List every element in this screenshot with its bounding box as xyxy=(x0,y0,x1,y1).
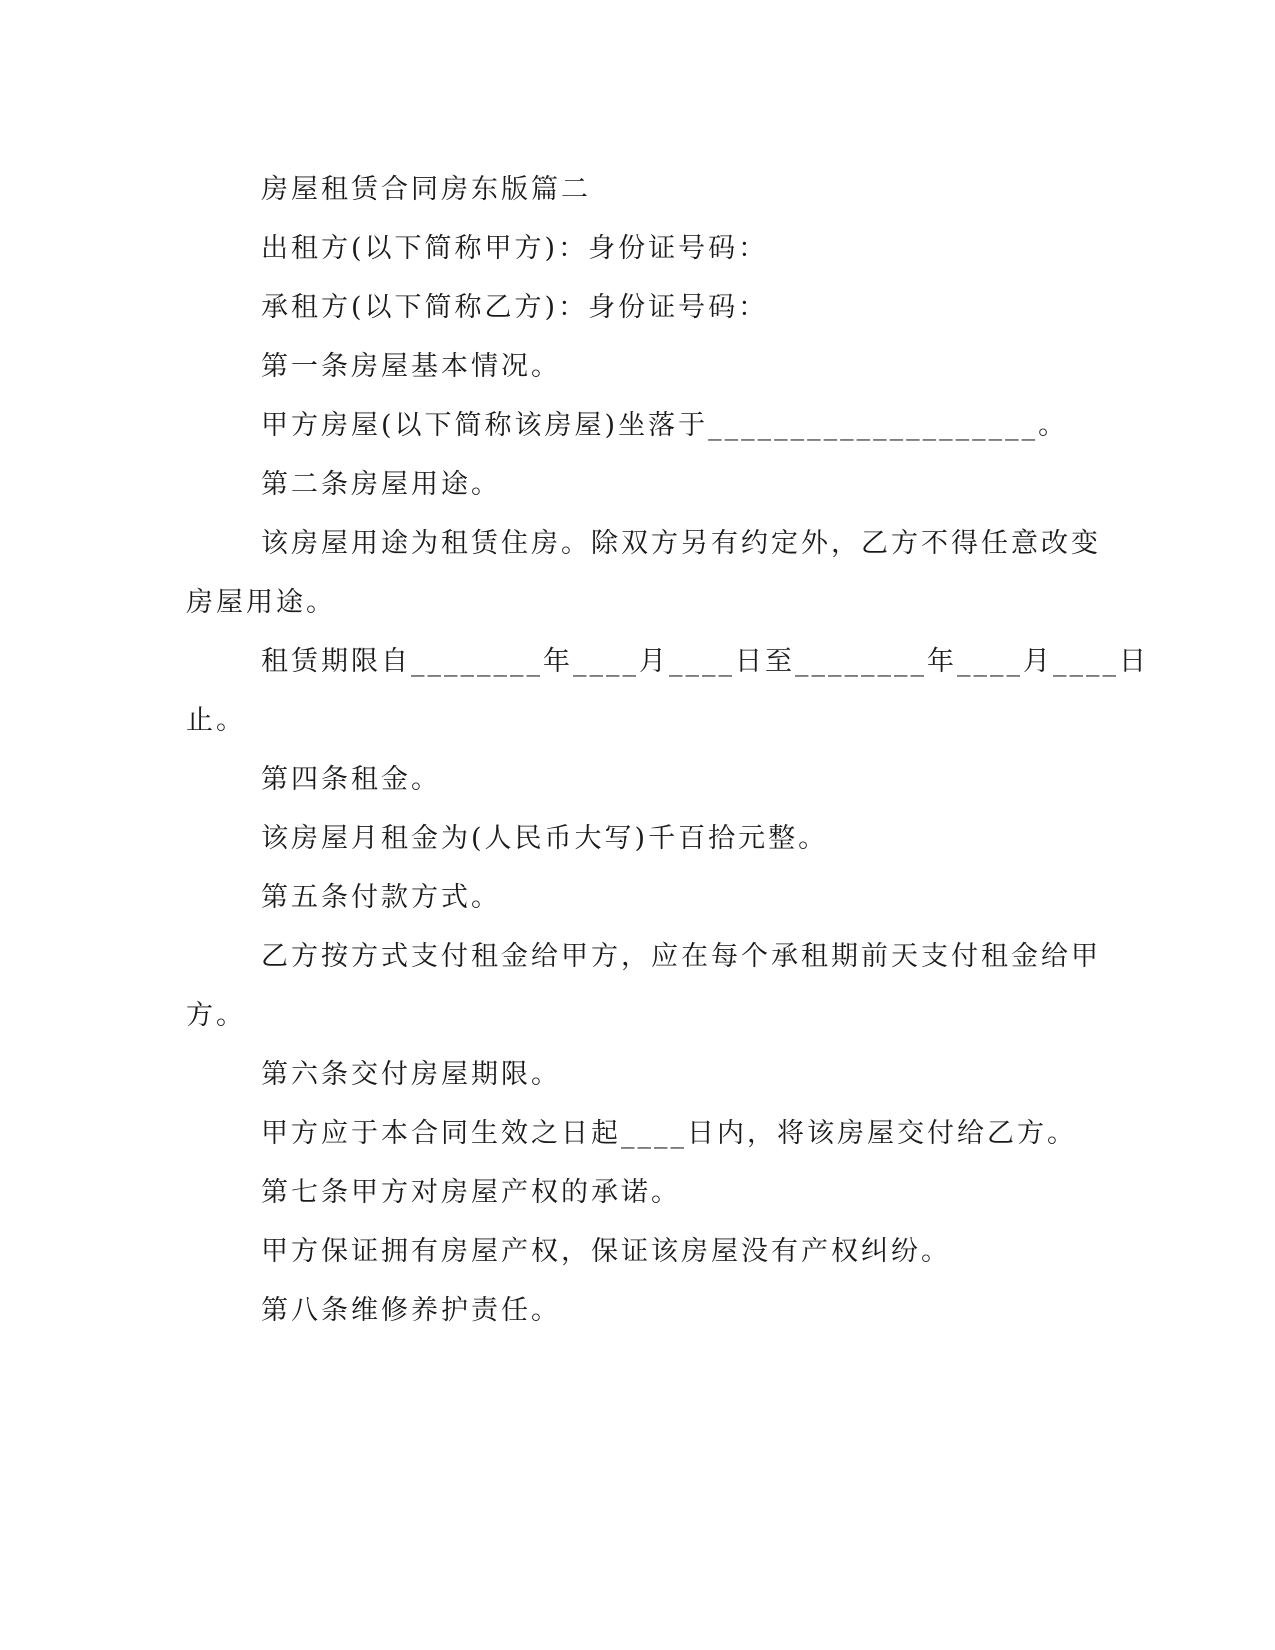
article-8-heading: 第八条维修养护责任。 xyxy=(261,1295,561,1326)
lease-term-line-continued: 止。 xyxy=(186,705,246,736)
ownership-line: 甲方保证拥有房屋产权，保证该房屋没有产权纠纷。 xyxy=(261,1236,951,1267)
article-1-heading: 第一条房屋基本情况。 xyxy=(261,351,561,382)
article-4-heading: 第四条租金。 xyxy=(261,764,441,795)
lessor-line: 出租方(以下简称甲方)：身份证号码： xyxy=(261,233,769,264)
lessee-line: 承租方(以下简称乙方)：身份证号码： xyxy=(261,292,769,323)
article-5-heading: 第五条付款方式。 xyxy=(261,882,501,913)
article-6-heading: 第六条交付房屋期限。 xyxy=(261,1059,561,1090)
rent-amount-line: 该房屋月租金为(人民币大写)千百拾元整。 xyxy=(261,823,829,854)
payment-line: 乙方按方式支付租金给甲方，应在每个承租期前天支付租金给甲 xyxy=(261,941,1101,972)
lease-term-line: 租赁期限自________年____月____日至________年____月____日 xyxy=(261,646,1149,677)
document-title: 房屋租赁合同房东版篇二 xyxy=(261,174,591,205)
usage-line-continued: 房屋用途。 xyxy=(186,587,336,618)
usage-line: 该房屋用途为租赁住房。除双方另有约定外，乙方不得任意改变 xyxy=(261,528,1101,559)
delivery-line: 甲方应于本合同生效之日起____日内，将该房屋交付给乙方。 xyxy=(261,1118,1077,1149)
article-2-heading: 第二条房屋用途。 xyxy=(261,469,501,500)
property-location-line: 甲方房屋(以下简称该房屋)坐落于____________________。 xyxy=(261,410,1069,441)
article-7-heading: 第七条甲方对房屋产权的承诺。 xyxy=(261,1177,681,1208)
payment-line-continued: 方。 xyxy=(186,1000,246,1031)
